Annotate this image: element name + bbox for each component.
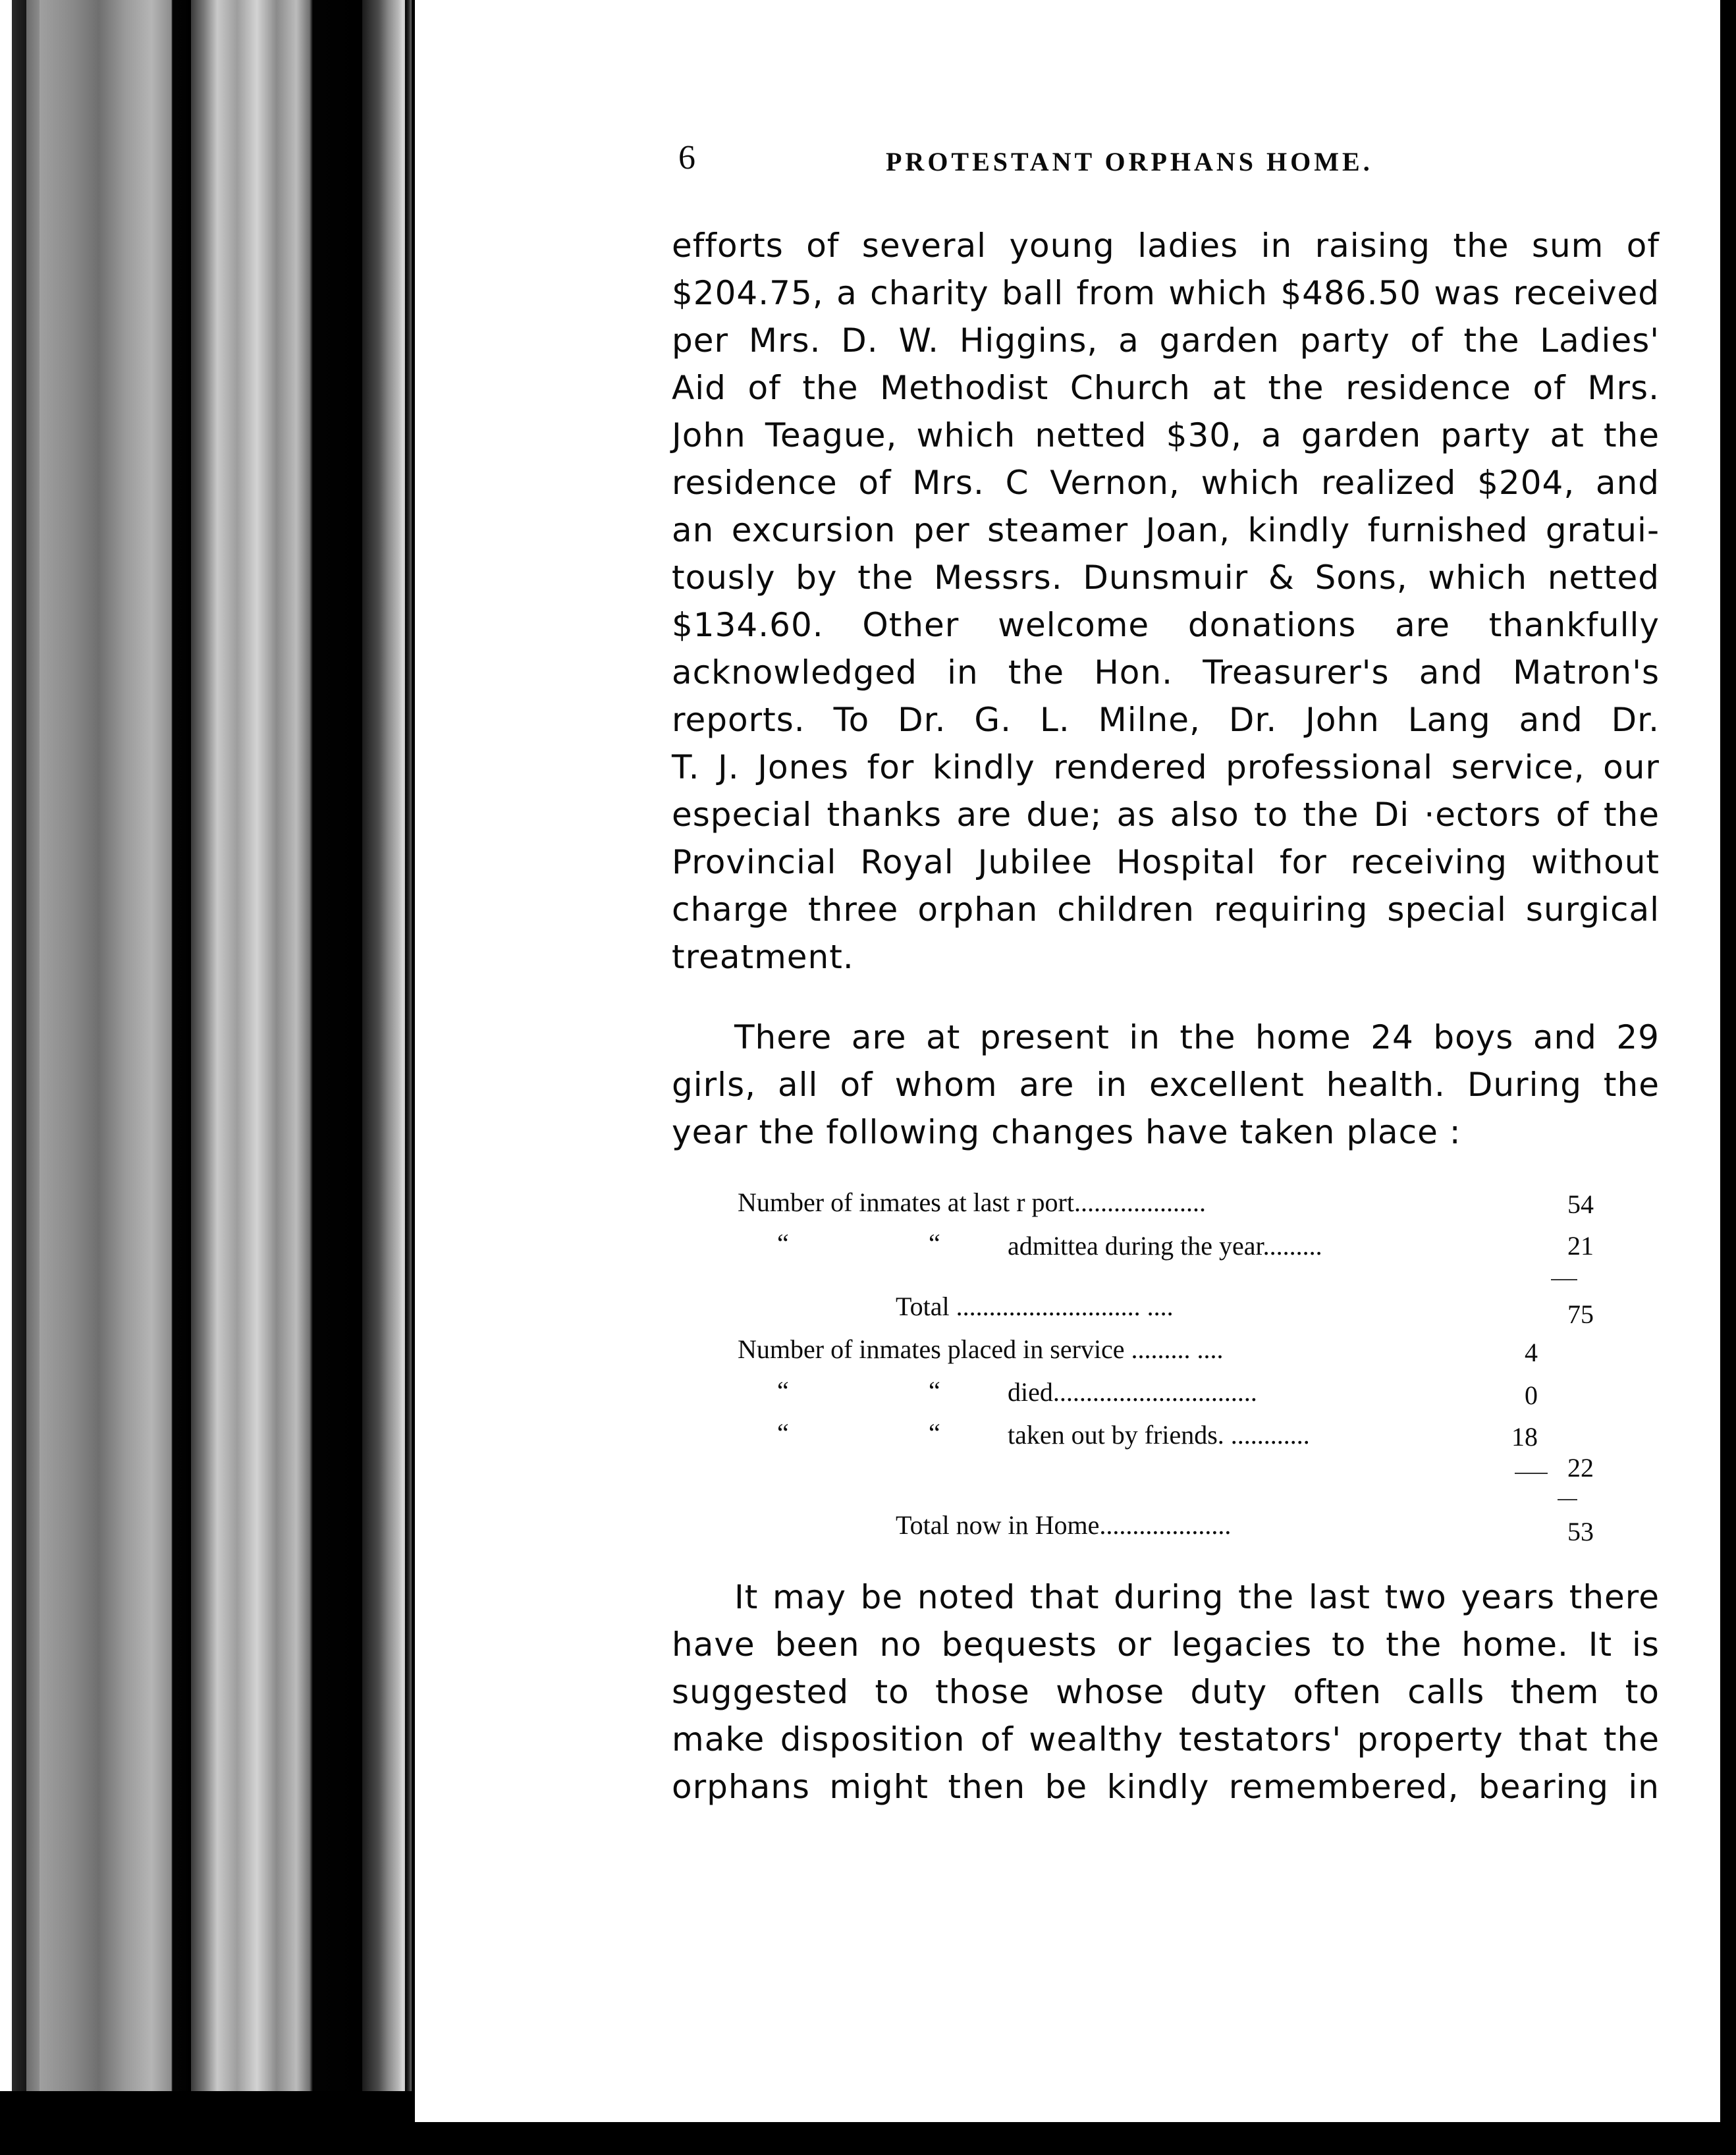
text-line: residence of Mrs. C Vernon, which realized $204, and: [672, 464, 1660, 502]
text-line: especial thanks are due; as also to the Di ·ectors of the: [672, 796, 1660, 834]
table-row-value: 0: [1525, 1380, 1538, 1410]
sum-rule: [1558, 1499, 1577, 1500]
ditto-mark: “: [929, 1376, 940, 1405]
table-row-value: 4: [1525, 1338, 1538, 1367]
ditto-mark: “: [929, 1418, 940, 1448]
table-total-label: Total ............................ ....: [896, 1292, 1174, 1321]
table-final-label: Total now in Home....................: [896, 1510, 1232, 1540]
text-line: tously by the Messrs. Dunsmuir & Sons, which netted: [672, 559, 1660, 597]
text-line: John Teague, which netted $30, a garden party at the: [672, 416, 1660, 454]
text-line: an excursion per steamer Joan, kindly furnished gratui-: [672, 511, 1660, 549]
table-row-label: Number of inmates at last r port....................: [738, 1187, 1206, 1217]
text-line: acknowledged in the Hon. Treasurer's and Matron's: [672, 653, 1660, 692]
text-line: There are at present in the home 24 boys and 29: [734, 1018, 1660, 1056]
table-subtotal-value: 22: [1567, 1453, 1594, 1483]
text-line: orphans might then be kindly remembered, bearing in: [672, 1768, 1660, 1806]
text-line: per Mrs. D. W. Higgins, a garden party of the Ladies': [672, 321, 1660, 360]
text-line: suggested to those whose duty often calls them to: [672, 1673, 1660, 1711]
text-line: reports. To Dr. G. L. Milne, Dr. John Lang and Dr.: [672, 701, 1660, 739]
ditto-mark: “: [777, 1376, 789, 1405]
text-line: girls, all of whom are in excellent health. During the: [672, 1066, 1660, 1104]
table-row-label: taken out by friends. ............: [1008, 1420, 1310, 1450]
table-row-value: 54: [1567, 1189, 1594, 1219]
sum-rule: [1515, 1473, 1548, 1474]
sum-rule: [1551, 1279, 1577, 1280]
table-row-label: Number of inmates placed in service ......... ....: [738, 1334, 1224, 1364]
table-row-value: 21: [1567, 1231, 1594, 1261]
table-row-label: died...............................: [1008, 1377, 1257, 1407]
text-line: T. J. Jones for kindly rendered professional service, our: [672, 748, 1660, 786]
table-total-value: 75: [1567, 1299, 1594, 1329]
table-row-value: 18: [1511, 1422, 1538, 1452]
running-title: PROTESTANT ORPHANS HOME.: [886, 147, 1373, 177]
text-line: charge three orphan children requiring special surgical: [672, 890, 1660, 929]
text-line: It may be noted that during the last two years there: [734, 1578, 1660, 1616]
page-number: 6: [678, 139, 695, 177]
text-line: have been no bequests or legacies to the home. It is: [672, 1625, 1660, 1664]
text-line: $204.75, a charity ball from which $486.50 was received: [672, 274, 1660, 312]
ditto-mark: “: [777, 1418, 789, 1448]
text-line: treatment.: [672, 938, 854, 976]
text-line: year the following changes have taken place :: [672, 1113, 1461, 1151]
text-line: Aid of the Methodist Church at the residence of Mrs.: [672, 369, 1660, 407]
ditto-mark: “: [777, 1228, 789, 1258]
table-final-value: 53: [1567, 1517, 1594, 1546]
text-line: $134.60. Other welcome donations are thankfully: [672, 606, 1660, 644]
text-line: Provincial Royal Jubilee Hospital for receiving without: [672, 843, 1660, 881]
ditto-mark: “: [929, 1228, 940, 1258]
text-line: efforts of several young ladies in raising the sum of: [672, 227, 1660, 265]
text-line: make disposition of wealthy testators' property that the: [672, 1720, 1660, 1759]
table-row-label: admittea during the year.........: [1008, 1231, 1322, 1261]
